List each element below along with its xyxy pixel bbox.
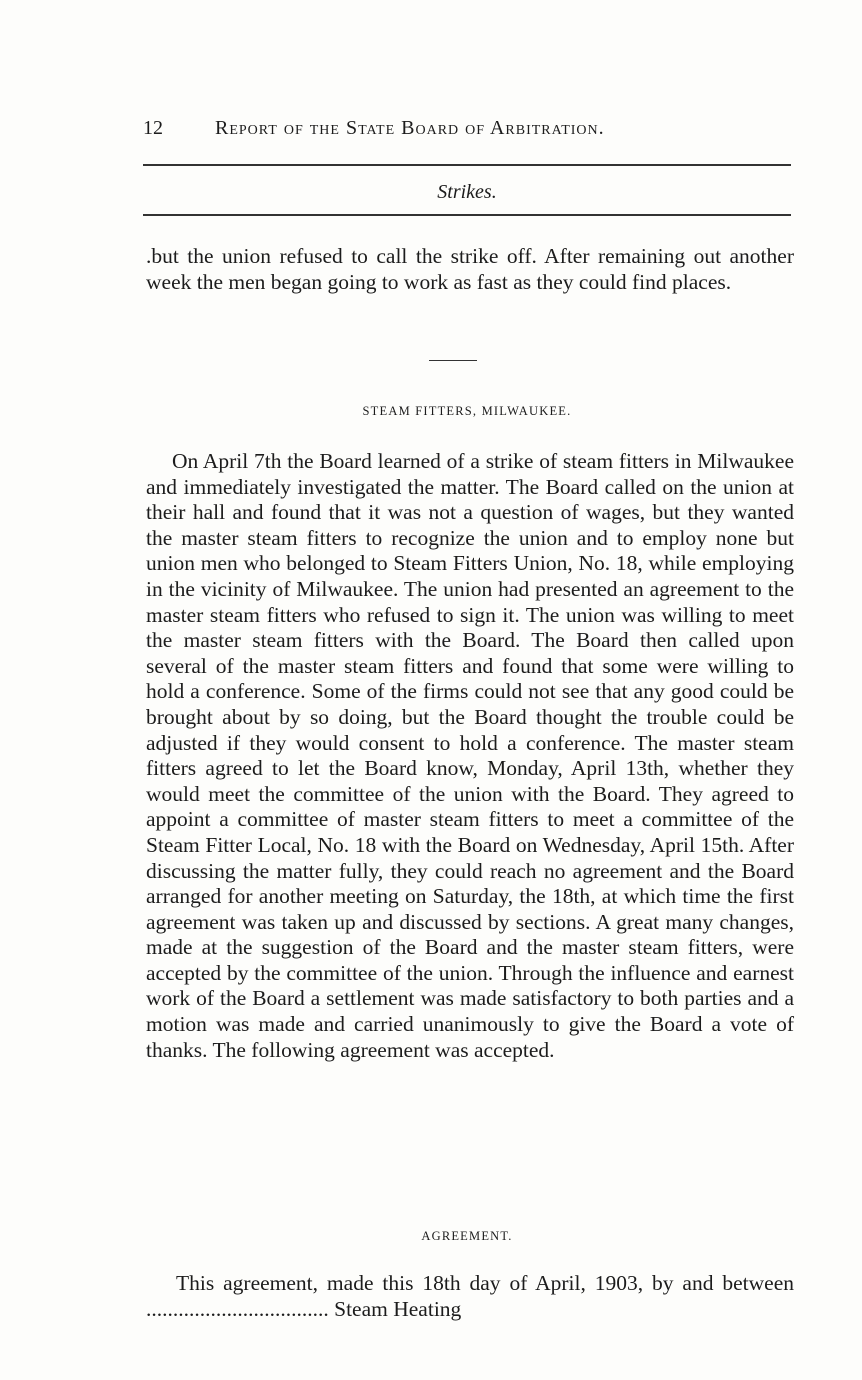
- running-title: Report of the State Board of Arbitration.: [215, 117, 605, 139]
- continuation-paragraph: [146, 244, 794, 295]
- section-title: Strikes.: [437, 181, 497, 203]
- header-rule-bottom: [143, 214, 791, 216]
- agreement-paragraph: [146, 1271, 794, 1322]
- steam-fitters-paragraph: [146, 449, 794, 1063]
- section-divider: [429, 360, 477, 361]
- steam-fitters-heading: STEAM FITTERS, MILWAUKEE.: [362, 404, 572, 418]
- agreement-heading: AGREEMENT.: [421, 1229, 513, 1243]
- header-rule-top: [143, 164, 791, 166]
- agreement-body: This agreement, made this 18th day of April, 1903, by and between .................................. Steam Heating: [146, 1271, 794, 1321]
- continuation-text: .but the union refused to call the strike off. After remaining out another week the men began going to work as fast as they could find places.: [146, 244, 794, 294]
- steam-fitters-body: On April 7th the Board learned of a strike of steam fitters in Milwaukee and immediately investigated the matter. The Board called on the union at their hall and found that it was not a question of wages, but they wanted the master steam fitters to recognize the union and to employ none but union men who belonged to Steam Fitters Union, No. 18, while employing in the vicinity of Milwaukee. The union had presented an agreement to the master steam fitters who refused to sign it. The union was willing to meet the master steam fitters with the Board. The Board then called upon several of the master steam fitters and found that some were willing to hold a conference. Some of the firms could not see that any good could be brought about by so doing, but the Board thought the trouble could be adjusted if they would consent to hold a conference. The master steam fitters agreed to let the Board know, Monday, April 13th, whether they would meet the committee of the union with the Board. They agreed to appoint a committee of master steam fitters to meet a committee of the Steam Fitter Local, No. 18 with the Board on Wednesday, April 15th. After discussing the matter fully, they could reach no agreement and the Board arranged for another meeting on Saturday, the 18th, at which time the first agreement was taken up and discussed by sections. A great many changes, made at the suggestion of the Board and the master steam fitters, were accepted by the committee of the union. Through the influence and earnest work of the Board a settlement was made satisfactory to both parties and a motion was made and carried unanimously to give the Board a vote of thanks. The following agreement was accepted.: [146, 449, 794, 1062]
- page-number: 12: [143, 117, 163, 139]
